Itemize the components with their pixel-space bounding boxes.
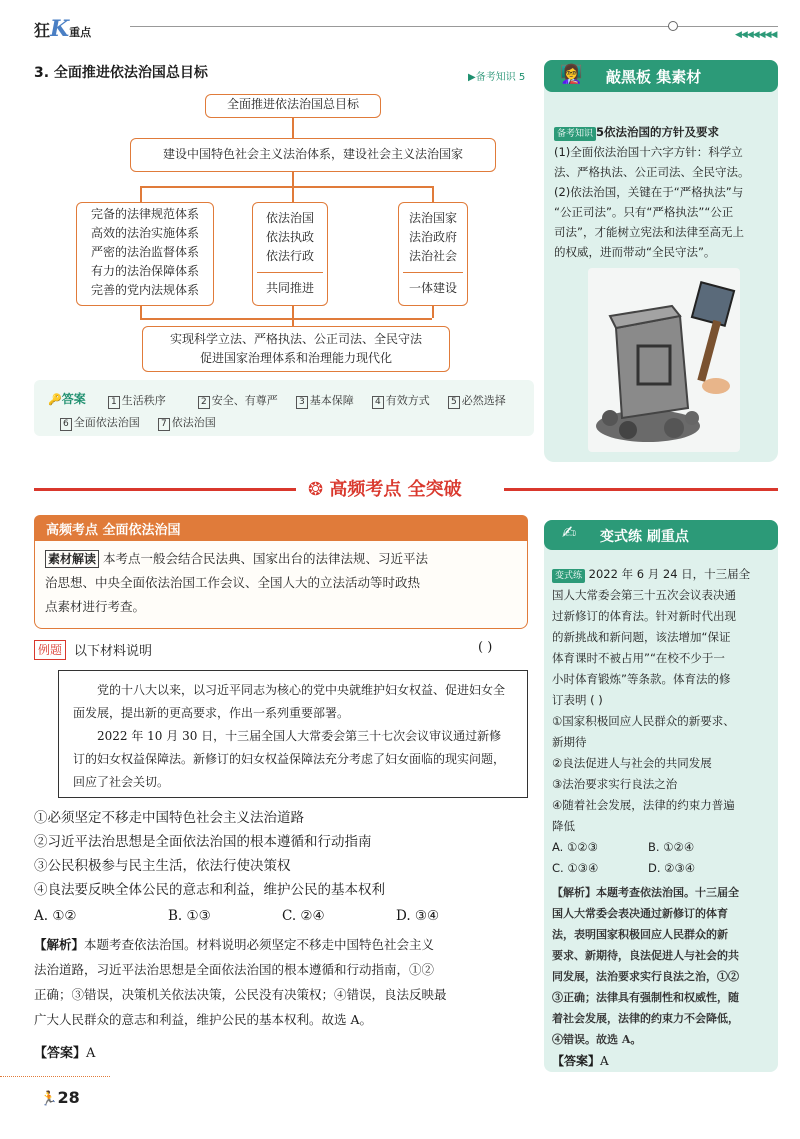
- answer-item: 1 生活秩序: [108, 392, 166, 409]
- practice-panel: [544, 520, 778, 1072]
- blackboard-text: 备考知识 5依法治国的方针及要求 (1)全面依法治国十六字方针：科学立 法、严格执法、公正司法、全民守法。 (2)依法治国，关键在于“严格执法”与 “公正司法”。只有“严格执法”“公正 司法”，才能树立宪法和法律至高无上 的权威，进而带动“全民守法”。: [554, 125, 750, 259]
- answer-item: 7 依法治国: [158, 414, 216, 431]
- diagram-bottom-box: 实现科学立法、严格执法、公正司法、全民守法 促进国家治理体系和治理能力现代化: [142, 326, 450, 372]
- example-tag: 例题: [34, 640, 66, 660]
- diagram-left-box: 完备的法律规范体系 高效的法治实施体系 严密的法治监督体系 有力的法治保障体系 完善的党内法规体系: [76, 202, 214, 306]
- header-circle: [668, 21, 678, 31]
- option-item: ②习近平法治思想是全面依法治国的根本遵循和行动指南: [34, 834, 372, 850]
- practice-analysis: 【解析】本题考查依法治国。十三届全 国人大常委会表决通过新修订的体育 法，表明国家积极回应人民群众的新 要求、新期待，良法促进人与社会的共 同发展，法治要求实行良法之治，①② ③正确；法律具有强制性和权威性，随 着社会发展，法律的约束力不会降低， ④错误。故选 A。: [552, 886, 739, 1046]
- answer-item: 5 必然选择: [448, 392, 506, 409]
- choice-b: B. ①③: [168, 908, 211, 924]
- blackboard-header: 👩‍🏫 敲黑板 集素材: [544, 60, 778, 92]
- header-rule: [130, 26, 670, 27]
- banner-title: ❂ 高频考点 全突破: [300, 475, 470, 501]
- example-stem: 以下材料说明: [74, 644, 153, 659]
- answer-item: 2 安全、有尊严: [198, 392, 278, 409]
- choice-a: A. ①②: [34, 908, 77, 924]
- option-item: ③公民积极参与民主生活，依法行使决策权: [34, 858, 291, 874]
- diagram-mid-box: 依法治国 依法执政 依法行政 共同推进: [252, 202, 328, 306]
- diagram-top-box: 全面推进依法治国总目标: [205, 94, 381, 118]
- example-answer: 【答案】A: [34, 1046, 96, 1061]
- header-rule-right: [678, 26, 778, 27]
- option-item: ④良法要反映全体公民的意志和利益，维护公民的基本权利: [34, 882, 385, 898]
- pencil-icon: ✍: [562, 523, 577, 543]
- hammer-illustration: [588, 268, 740, 452]
- swirl-icon: ❂: [308, 479, 324, 500]
- practice-header: ✍ 变式练 刷重点: [544, 520, 778, 550]
- answer-tag: 🔑答案: [48, 392, 86, 406]
- banner-rule-left: [34, 488, 296, 491]
- brand-logo: 狂K重点: [34, 16, 92, 42]
- runner-icon: 🏃: [40, 1091, 58, 1107]
- material-box: 党的十八大以来，以习近平同志为核心的党中央就维护妇女权益、促进妇女全面发展，提出新的更高要求，作出一系列重要部署。 2022 年 10 月 30 日，十三届全国人大常委会第三十七次会议审议通过新修订的妇女权益保障法。新修订的妇女权益保障法充分考虑了妇女面临的现实问题，回应了社会关切。: [58, 670, 528, 798]
- section-title: 3. 全面推进依法治国总目标: [34, 65, 208, 81]
- blackboard-panel: [544, 60, 778, 462]
- diagram-second-box: 建设中国特色社会主义法治体系，建设社会主义法治国家: [130, 138, 496, 172]
- page-number: 🏃28: [40, 1088, 80, 1107]
- knowledge-ref-link[interactable]: ▶备考知识 5: [468, 72, 526, 83]
- topic-body: 素材解读 本考点一般会结合民法典、国家出台的法律法规、习近平法 治思想、中央全面依法治国工作会议、全国人大的立法活动等时政热 点素材进行考查。: [34, 541, 528, 629]
- answer-paren: ( ): [478, 640, 493, 655]
- practice-answer: 【答案】A: [552, 1054, 609, 1068]
- answer-item: 4 有效方式: [372, 392, 430, 409]
- teacher-icon: 👩‍🏫: [560, 64, 583, 85]
- answer-item: 3 基本保障: [296, 392, 354, 409]
- answer-item: 6 全面依法治国: [60, 414, 140, 431]
- choice-d: D. ③④: [396, 908, 440, 924]
- diagram-right-box: 法治国家 法治政府 法治社会 一体建设: [398, 202, 468, 306]
- choice-c: C. ②④: [282, 908, 325, 924]
- example-options: [34, 806, 528, 902]
- option-item: ①必须坚定不移走中国特色社会主义法治道路: [34, 810, 304, 826]
- answer-strip: [34, 380, 534, 436]
- example-analysis: 【解析】本题考查依法治国。材料说明必须坚定不移走中国特色社会主义 法治道路，习近平法治思想是全面依法治国的根本遵循和行动指南，①② 正确；③错误，决策机关依法决策，公民没有决策权；④错误，良法反映最 广大人民群众的意志和利益，维护公民的基本权利。故选 A。: [34, 937, 447, 1027]
- practice-text: 变式练 2022 年 6 月 24 日，十三届全 国人大常委会第三十五次会议表决通 过新修订的体育法。针对新时代出现 的新挑战和新问题，该法增加“保证 体育课时不被占用”“在校不少于一 小时体育锻炼”等条款。体育法的修 订表明 ( ) ①国家积极回应人民群众的新要求、 新期待 ②良法促进人与社会的共同发展 ③法治要求实行良法之治 ④随着社会发展，法律的约束力普遍 降低 A. ①②③ B. ①②④ C. ①③④ D. ②③④: [552, 567, 751, 875]
- header-arrows: ◀◀◀◀◀◀◀: [735, 30, 777, 40]
- topic-header: 高频考点 全面依法治国: [34, 515, 528, 541]
- footer-rule: [0, 1076, 110, 1077]
- banner-rule-right: [504, 488, 778, 491]
